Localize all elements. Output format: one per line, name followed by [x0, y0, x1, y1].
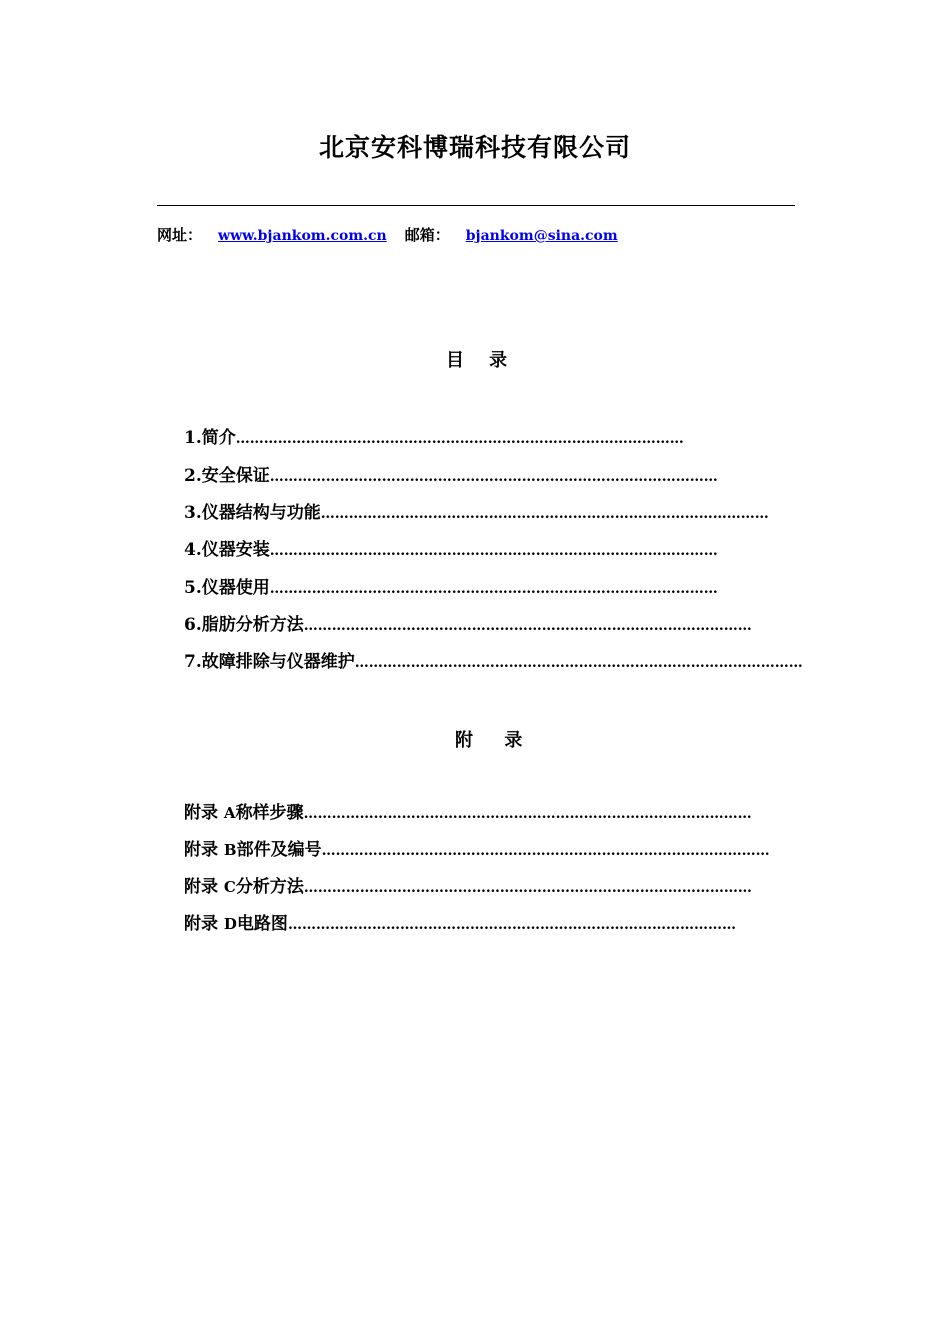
appendix-letter: B: [223, 841, 237, 859]
toc-item-label: 仪器使用: [201, 578, 270, 598]
toc-item-leader: ……………………………………………………………………………………: [269, 469, 718, 485]
appendix-code: [184, 800, 236, 826]
toc-item-structure[interactable]: [184, 500, 769, 526]
appendix-item-label: 分析方法: [235, 877, 304, 897]
website-link[interactable]: www.bjankom.com.cn: [218, 228, 387, 244]
toc-item-leader: ……………………………………………………………………………………: [354, 655, 803, 671]
appendix-item-leader: ……………………………………………………………………………………: [287, 917, 736, 933]
toc-item-label: 仪器结构与功能: [201, 503, 321, 523]
header-divider: [157, 205, 795, 206]
appendix-item-leader: ……………………………………………………………………………………: [303, 806, 752, 822]
toc-item-leader: ……………………………………………………………………………………: [320, 506, 769, 522]
toc-item-label: 脂肪分析方法: [201, 615, 304, 635]
appendix-code: [184, 874, 236, 900]
toc-item-number: 6.: [184, 615, 202, 635]
appendix-item-b[interactable]: [184, 837, 770, 863]
appendix-prefix: 附录: [184, 840, 218, 860]
appendix-prefix: 附录: [184, 803, 218, 823]
appendix-item-label: 称样步骤: [235, 803, 304, 823]
appendix-letter: D: [223, 915, 237, 933]
toc-item-fat-analysis[interactable]: [184, 612, 752, 638]
appendix-item-leader: ……………………………………………………………………………………: [321, 843, 770, 859]
appendix-code: [184, 837, 237, 863]
website-label: 网址：: [157, 226, 203, 244]
appendix-item-label: 电路图: [236, 914, 288, 934]
toc-item-leader: ……………………………………………………………………………………: [303, 618, 752, 634]
toc-item-number: 7.: [184, 652, 202, 672]
toc-item-leader: ……………………………………………………………………………………: [235, 431, 684, 447]
toc-item-troubleshooting[interactable]: [184, 649, 803, 675]
toc-item-leader: ……………………………………………………………………………………: [269, 581, 718, 597]
appendix-letter: C: [223, 878, 236, 896]
toc-item-label: 仪器安装: [201, 540, 270, 560]
toc-item-number: 3.: [184, 503, 202, 523]
appendix-letter: A: [223, 804, 236, 822]
appendix-item-a[interactable]: [184, 800, 752, 826]
appendix-item-leader: ……………………………………………………………………………………: [303, 880, 752, 896]
toc-item-usage[interactable]: [184, 575, 718, 601]
appendix-heading: 附 录: [455, 730, 523, 751]
toc-item-number: 2.: [184, 466, 202, 486]
appendix-code: [184, 911, 237, 937]
toc-item-number: 4.: [184, 540, 202, 560]
appendix-item-c[interactable]: [184, 874, 752, 900]
appendix-item-label: 部件及编号: [236, 840, 322, 860]
email-link[interactable]: bjankom@sina.com: [465, 228, 618, 244]
toc-item-leader: ……………………………………………………………………………………: [269, 543, 718, 559]
toc-item-number: 5.: [184, 578, 202, 598]
appendix-prefix: 附录: [184, 914, 218, 934]
toc-item-label: 简介: [201, 428, 236, 448]
appendix-prefix: 附录: [184, 877, 218, 897]
toc-heading: 目 录: [446, 350, 508, 371]
toc-item-safety[interactable]: [184, 463, 718, 489]
email-label: 邮箱：: [404, 226, 450, 244]
toc-item-number: 1.: [184, 428, 202, 448]
company-title: 北京安科博瑞科技有限公司: [318, 133, 631, 162]
contact-line: [157, 224, 618, 246]
appendix-item-d[interactable]: [184, 911, 736, 937]
toc-item-intro[interactable]: [184, 425, 684, 451]
toc-item-label: 故障排除与仪器维护: [201, 652, 355, 672]
toc-item-installation[interactable]: [184, 537, 718, 563]
toc-item-label: 安全保证: [201, 466, 270, 486]
